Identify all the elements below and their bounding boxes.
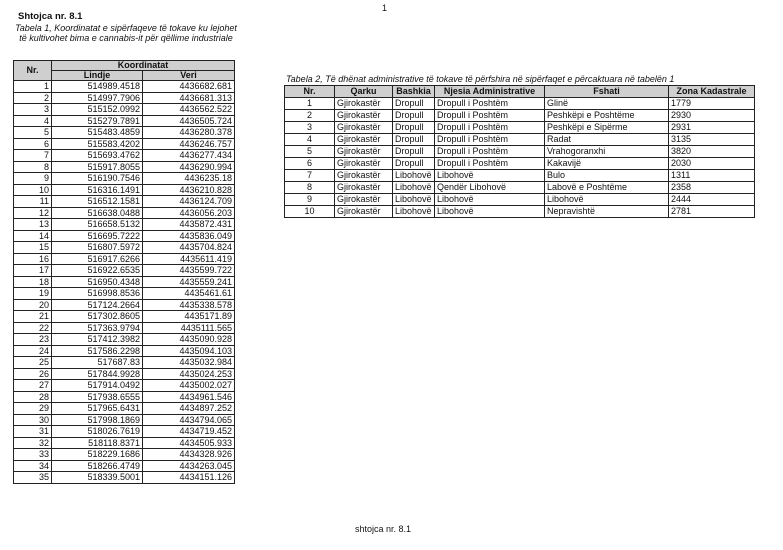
table-row [285,122,755,134]
lindje-value: 518339.5001 [52,472,143,484]
row-number: 2 [285,110,335,122]
header-veri: Veri [143,71,235,81]
bashkia-cell: Libohovë [393,206,435,218]
njesia-cell: Qendër Libohovë [435,182,545,194]
veri-value: 4435090.928 [143,334,235,346]
table-row [14,230,235,242]
lindje-value: 516998.8536 [52,288,143,300]
table-row [285,134,755,146]
fshati-cell: Peshkëpi e Sipërme [545,122,669,134]
row-number: 22 [14,322,52,334]
lindje-value: 517844.9928 [52,368,143,380]
table-row [285,170,755,182]
column-header: Bashkia [393,86,435,98]
table-row [14,196,235,208]
header-nr: Nr. [14,61,52,81]
lindje-value: 518026.7619 [52,426,143,438]
veri-value: 4436290.994 [143,161,235,173]
table-row [14,150,235,162]
veri-value: 4436210.828 [143,184,235,196]
zona-cell: 3135 [669,134,755,146]
row-number: 32 [14,437,52,449]
veri-value: 4436562.522 [143,104,235,116]
row-number: 9 [285,194,335,206]
lindje-value: 515583.4202 [52,138,143,150]
veri-value: 4434897.252 [143,403,235,415]
table-row [14,334,235,346]
lindje-value: 515483.4859 [52,127,143,139]
page-footer: shtojca nr. 8.1 [355,524,412,534]
row-number: 12 [14,207,52,219]
bashkia-cell: Dropull [393,110,435,122]
header-lindje: Lindje [52,71,143,81]
row-number: 6 [14,138,52,150]
row-number: 8 [14,161,52,173]
table-row [14,322,235,334]
row-number: 16 [14,253,52,265]
lindje-value: 517124.2664 [52,299,143,311]
lindje-value: 517363.9794 [52,322,143,334]
row-number: 8 [285,182,335,194]
qarku-cell: Gjirokastër [335,194,393,206]
table-row [285,206,755,218]
table1-caption: Tabela 1, Koordinatat e sipërfaqeve të tokave ku lejohet të kultivohet bima e cannabis-it për qëllime industriale [15,23,237,43]
lindje-value: 516638.0488 [52,207,143,219]
lindje-value: 517914.0492 [52,380,143,392]
page-number: 1 [382,3,388,13]
table-row [285,194,755,206]
administrative-table [284,85,755,218]
row-number: 10 [14,184,52,196]
bashkia-cell: Libohovë [393,194,435,206]
header-koordinatat: Koordinatat [52,61,235,71]
row-number: 3 [285,122,335,134]
table-row [285,182,755,194]
fshati-cell: Labovë e Poshtëme [545,182,669,194]
veri-value: 4436682.681 [143,81,235,93]
bashkia-cell: Dropull [393,134,435,146]
table-row [14,207,235,219]
lindje-value: 517998.1869 [52,414,143,426]
njesia-cell: Dropull i Poshtëm [435,134,545,146]
veri-value: 4436280.378 [143,127,235,139]
njesia-cell: Libohovë [435,206,545,218]
qarku-cell: Gjirokastër [335,170,393,182]
table-row [14,299,235,311]
column-header: Zona Kadastrale [669,86,755,98]
table-row [14,184,235,196]
bashkia-cell: Dropull [393,146,435,158]
bashkia-cell: Dropull [393,98,435,110]
row-number: 1 [14,81,52,93]
coordinates-table-body [14,81,235,484]
lindje-value: 514997.7906 [52,92,143,104]
table-row [14,368,235,380]
lindje-value: 517965.6431 [52,403,143,415]
row-number: 23 [14,334,52,346]
table-row [14,104,235,116]
veri-value: 4435836.049 [143,230,235,242]
njesia-cell: Dropull i Poshtëm [435,158,545,170]
table-row [285,158,755,170]
lindje-value: 517687.83 [52,357,143,369]
fshati-cell: Glinë [545,98,669,110]
table-row [14,403,235,415]
veri-value: 4434151.126 [143,472,235,484]
veri-value: 4435611.419 [143,253,235,265]
njesia-cell: Dropull i Poshtëm [435,146,545,158]
zona-cell: 2930 [669,110,755,122]
lindje-value: 517412.3982 [52,334,143,346]
table-row [14,115,235,127]
fshati-cell: Peshkëpi e Poshtëme [545,110,669,122]
veri-value: 4435338.578 [143,299,235,311]
qarku-cell: Gjirokastër [335,158,393,170]
zona-cell: 2444 [669,194,755,206]
row-number: 30 [14,414,52,426]
table-row [14,380,235,392]
veri-value: 4435002.027 [143,380,235,392]
njesia-cell: Libohovë [435,194,545,206]
row-number: 3 [14,104,52,116]
column-header: Njesia Administrative [435,86,545,98]
veri-value: 4435704.824 [143,242,235,254]
table-row [14,472,235,484]
table-row [14,138,235,150]
veri-value: 4435094.103 [143,345,235,357]
lindje-value: 516512.1581 [52,196,143,208]
table-row [14,437,235,449]
table-row [14,219,235,231]
row-number: 35 [14,472,52,484]
veri-value: 4434961.546 [143,391,235,403]
qarku-cell: Gjirokastër [335,182,393,194]
njesia-cell: Libohovë [435,170,545,182]
column-header: Nr. [285,86,335,98]
table-row [14,253,235,265]
column-header: Fshati [545,86,669,98]
lindje-value: 518118.8371 [52,437,143,449]
lindje-value: 515279.7891 [52,115,143,127]
njesia-cell: Dropull i Poshtëm [435,110,545,122]
row-number: 19 [14,288,52,300]
row-number: 13 [14,219,52,231]
table-row [14,460,235,472]
veri-value: 4434328.926 [143,449,235,461]
veri-value: 4435032.984 [143,357,235,369]
qarku-cell: Gjirokastër [335,110,393,122]
veri-value: 4435559.241 [143,276,235,288]
column-header: Qarku [335,86,393,98]
veri-value: 4436124.709 [143,196,235,208]
table-row [285,146,755,158]
fshati-cell: Libohovë [545,194,669,206]
row-number: 21 [14,311,52,323]
veri-value: 4434505.933 [143,437,235,449]
table-row [14,357,235,369]
njesia-cell: Dropull i Poshtëm [435,98,545,110]
table-row [285,98,755,110]
bashkia-cell: Libohovë [393,170,435,182]
veri-value: 4435599.722 [143,265,235,277]
table-row [14,311,235,323]
row-number: 28 [14,391,52,403]
table-row [14,173,235,185]
fshati-cell: Bulo [545,170,669,182]
row-number: 2 [14,92,52,104]
qarku-cell: Gjirokastër [335,134,393,146]
row-number: 5 [285,146,335,158]
veri-value: 4436235.18 [143,173,235,185]
coordinates-table [13,60,235,484]
zona-cell: 1311 [669,170,755,182]
row-number: 6 [285,158,335,170]
lindje-value: 517586.2298 [52,345,143,357]
row-number: 18 [14,276,52,288]
row-number: 5 [14,127,52,139]
fshati-cell: Vrahogoranxhi [545,146,669,158]
zona-cell: 1779 [669,98,755,110]
veri-value: 4435024.253 [143,368,235,380]
bashkia-cell: Dropull [393,158,435,170]
veri-value: 4435461.61 [143,288,235,300]
table-row [14,449,235,461]
veri-value: 4435111.565 [143,322,235,334]
veri-value: 4434263.045 [143,460,235,472]
row-number: 15 [14,242,52,254]
zona-cell: 3820 [669,146,755,158]
veri-value: 4436056.203 [143,207,235,219]
row-number: 11 [14,196,52,208]
lindje-value: 516950.4348 [52,276,143,288]
zona-cell: 2931 [669,122,755,134]
lindje-value: 515152.0992 [52,104,143,116]
table-row [14,81,235,93]
row-number: 20 [14,299,52,311]
veri-value: 4435171.89 [143,311,235,323]
lindje-value: 516190.7546 [52,173,143,185]
lindje-value: 515693.4762 [52,150,143,162]
lindje-value: 514989.4518 [52,81,143,93]
qarku-cell: Gjirokastër [335,98,393,110]
table-row [14,288,235,300]
row-number: 7 [285,170,335,182]
zona-cell: 2358 [669,182,755,194]
table-row [14,265,235,277]
lindje-value: 518266.4749 [52,460,143,472]
lindje-value: 516316.1491 [52,184,143,196]
table-row [14,391,235,403]
zona-cell: 2781 [669,206,755,218]
veri-value: 4435872.431 [143,219,235,231]
administrative-table-body [285,98,755,218]
qarku-cell: Gjirokastër [335,206,393,218]
row-number: 4 [14,115,52,127]
row-number: 1 [285,98,335,110]
veri-value: 4436505.724 [143,115,235,127]
lindje-value: 516658.5132 [52,219,143,231]
row-number: 9 [14,173,52,185]
table-row [14,414,235,426]
fshati-cell: Kakavijë [545,158,669,170]
row-number: 4 [285,134,335,146]
lindje-value: 515917.8055 [52,161,143,173]
table-row [14,92,235,104]
row-number: 31 [14,426,52,438]
qarku-cell: Gjirokastër [335,146,393,158]
veri-value: 4436277.434 [143,150,235,162]
lindje-value: 517938.6555 [52,391,143,403]
lindje-value: 516922.6535 [52,265,143,277]
qarku-cell: Gjirokastër [335,122,393,134]
row-number: 14 [14,230,52,242]
row-number: 17 [14,265,52,277]
lindje-value: 517302.8605 [52,311,143,323]
row-number: 10 [285,206,335,218]
table-row [14,127,235,139]
row-number: 24 [14,345,52,357]
table-row [14,161,235,173]
table-row [14,242,235,254]
lindje-value: 518229.1686 [52,449,143,461]
row-number: 29 [14,403,52,415]
fshati-cell: Radat [545,134,669,146]
row-number: 25 [14,357,52,369]
zona-cell: 2030 [669,158,755,170]
table-row [14,426,235,438]
lindje-value: 516917.6266 [52,253,143,265]
row-number: 27 [14,380,52,392]
table-row [14,345,235,357]
row-number: 7 [14,150,52,162]
njesia-cell: Dropull i Poshtëm [435,122,545,134]
lindje-value: 516695.7222 [52,230,143,242]
veri-value: 4434794.065 [143,414,235,426]
row-number: 26 [14,368,52,380]
table2-caption: Tabela 2, Të dhënat administrative të tokave të përfshira në sipërfaqet e përcaktuara në tabelën 1 [286,74,675,84]
table-row [285,110,755,122]
veri-value: 4436681.313 [143,92,235,104]
administrative-table-header [285,86,755,98]
lindje-value: 516807.5972 [52,242,143,254]
veri-value: 4434719.452 [143,426,235,438]
row-number: 33 [14,449,52,461]
bashkia-cell: Libohovë [393,182,435,194]
annex-heading: Shtojca nr. 8.1 [18,11,83,22]
row-number: 34 [14,460,52,472]
veri-value: 4436246.757 [143,138,235,150]
table-row [14,276,235,288]
fshati-cell: Nepravishtë [545,206,669,218]
bashkia-cell: Dropull [393,122,435,134]
